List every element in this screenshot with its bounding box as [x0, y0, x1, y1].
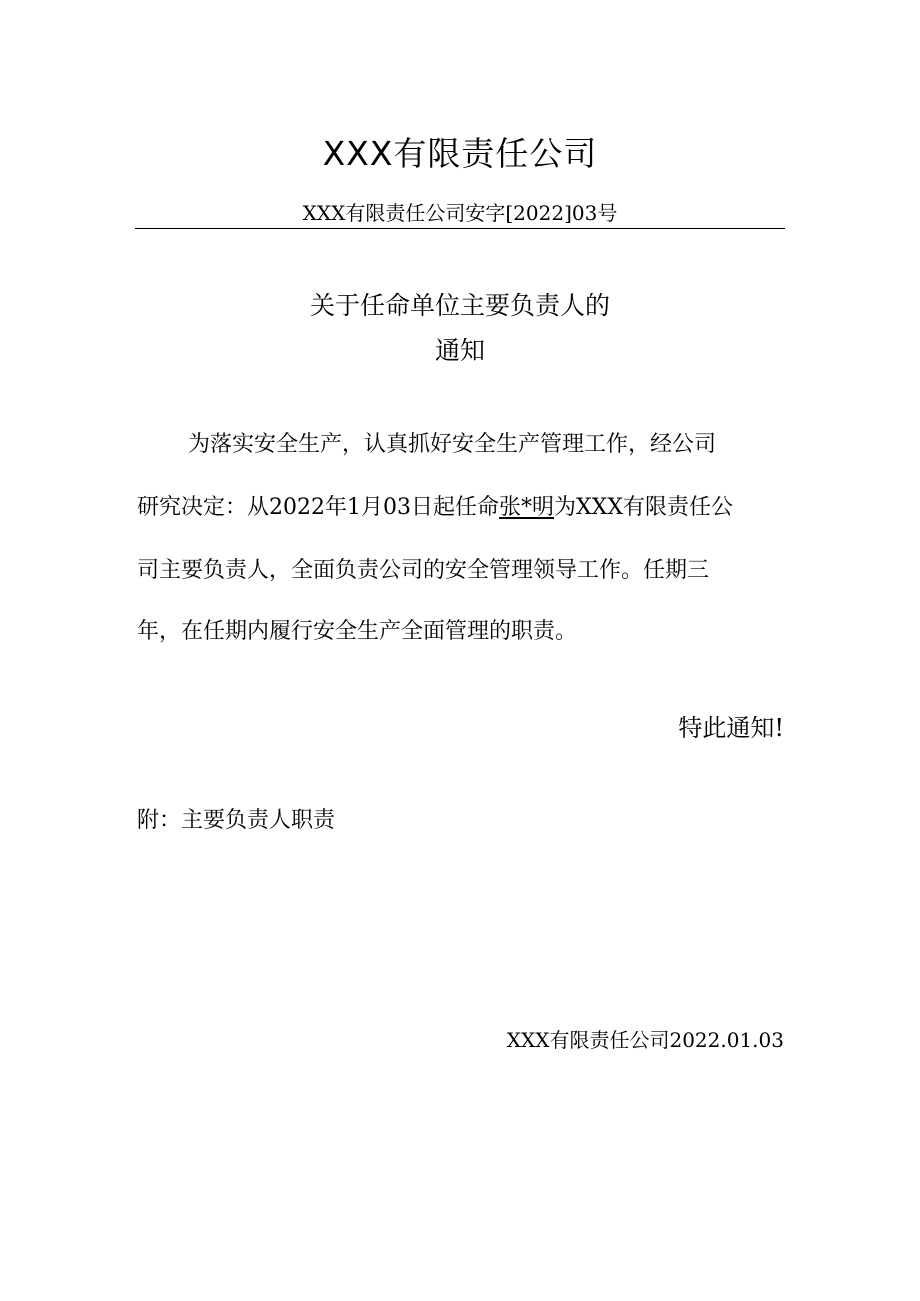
body-line-2-prefix: 研究决定：从2022年1月03日起任命 — [137, 495, 499, 520]
body-paragraph-line-4: 年，在任期内履行安全生产全面管理的职责。 — [137, 619, 578, 644]
signature-line: XXX有限责任公司2022.01.03 — [506, 1028, 784, 1052]
notice-title-line-2: 通知 — [434, 336, 485, 365]
body-paragraph-line-3: 司主要负责人，全面负责公司的安全管理领导工作。任期三 — [137, 558, 710, 583]
company-title: XXX有限责任公司 — [322, 134, 598, 173]
body-paragraph-line-1: 为落实安全生产，认真抓好安全生产管理工作，经公司 — [188, 432, 717, 457]
attachment-note: 附：主要负责人职责 — [137, 808, 336, 833]
header-divider — [135, 228, 785, 229]
document-number: XXX有限责任公司安字[2022]03号 — [302, 201, 618, 225]
appointee-name: 张*明 — [498, 495, 554, 520]
body-paragraph-line-2 — [137, 493, 787, 523]
notice-title-line-1: 关于任命单位主要负责人的 — [309, 291, 610, 320]
body-line-2-suffix: 为XXX有限责任公 — [554, 495, 733, 520]
closing-remark: 特此通知! — [678, 714, 784, 742]
